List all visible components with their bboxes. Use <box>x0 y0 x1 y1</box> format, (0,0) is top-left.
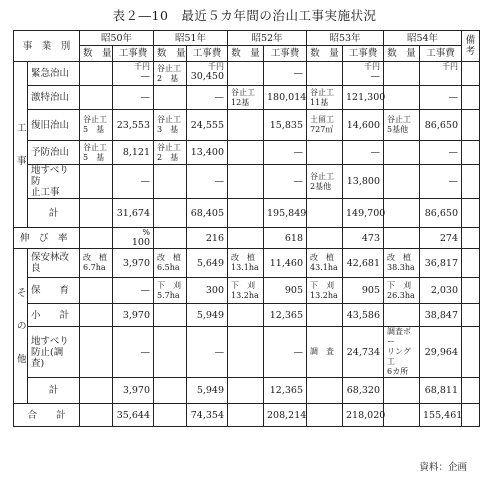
cost-cell <box>420 327 462 378</box>
cost-cell <box>264 249 307 278</box>
quantity-cell <box>228 165 264 199</box>
cost-header: 工事費 <box>113 46 154 62</box>
table-row <box>14 378 480 404</box>
cost-value: 36,817 <box>424 257 459 269</box>
table-row <box>14 278 480 304</box>
quantity-cell: 改 植 6.7ha <box>80 249 113 278</box>
row-label: 小 計 <box>28 304 80 327</box>
quantity-cell <box>307 62 343 86</box>
cost-value: 43,586 <box>346 309 381 321</box>
table-row <box>14 62 480 86</box>
remarks-cell <box>462 86 480 110</box>
row-label: 保 育 <box>28 278 80 304</box>
cost-value: — <box>370 71 381 82</box>
quantity-cell: 谷止工 5基他 <box>384 110 420 141</box>
quantity-cell: 谷止工 11基 <box>307 86 343 110</box>
cost-cell <box>343 228 384 249</box>
quantity-cell <box>384 62 420 86</box>
row-label: 計 <box>28 199 80 228</box>
cost-cell <box>343 86 384 110</box>
row-label: 地すべり 防止(調査) <box>28 327 80 378</box>
quantity-cell: 調査ボー リング工 6カ所 <box>384 327 420 378</box>
table-row <box>14 165 480 199</box>
cost-cell <box>343 278 384 304</box>
cost-cell <box>264 327 307 378</box>
total-value: 35,644 <box>113 404 154 427</box>
cost-value: 12,365 <box>269 309 304 321</box>
table-title: 表２―10 最近５カ年間の治山工事実施状況 <box>112 8 377 23</box>
quantity-cell <box>154 86 187 110</box>
cost-cell <box>187 304 228 327</box>
row-label: 伸 び 率 <box>14 228 80 249</box>
cost-value: 24,734 <box>346 346 381 358</box>
cost-cell <box>187 378 228 404</box>
cost-cell <box>343 62 384 86</box>
remarks-cell <box>462 228 480 249</box>
cost-value: 3,970 <box>122 385 151 396</box>
quantity-cell <box>307 199 343 228</box>
quantity-cell <box>154 165 187 199</box>
row-label: 激特治山 <box>28 86 80 110</box>
quantity-cell: 改 植 6.5ha <box>154 249 187 278</box>
cost-cell <box>420 199 462 228</box>
quantity-cell: 谷止工 3 基 <box>154 110 187 141</box>
quantity-cell: 改 植 38.3ha <box>384 249 420 278</box>
quantity-cell <box>154 199 187 228</box>
header-row-years <box>14 31 480 46</box>
year-header: 昭51年 <box>154 31 228 46</box>
cost-value: 15,835 <box>269 119 304 131</box>
cost-cell <box>113 141 154 165</box>
year-header: 昭54年 <box>384 31 462 46</box>
quantity-cell <box>80 199 113 228</box>
qty-header: 数 量 <box>154 46 187 62</box>
cost-value: 121,300 <box>346 92 386 103</box>
cost-cell <box>343 249 384 278</box>
quantity-cell: 改 植 13.1ha <box>228 249 264 278</box>
unit-label: 千円 <box>364 62 381 71</box>
cost-value: 24,555 <box>190 119 225 131</box>
quantity-cell <box>228 304 264 327</box>
quantity-cell <box>228 62 264 86</box>
remarks-cell <box>462 110 480 141</box>
cost-cell <box>113 378 154 404</box>
cost-value: 274 <box>439 232 459 244</box>
cost-cell <box>113 110 154 141</box>
cost-cell <box>187 278 228 304</box>
table-row <box>14 86 480 110</box>
quantity-cell <box>80 378 113 404</box>
quantity-cell <box>228 199 264 228</box>
total-row <box>14 404 480 427</box>
cost-value: 13,800 <box>346 176 381 187</box>
cost-cell <box>343 199 384 228</box>
cost-header: 工事費 <box>264 46 307 62</box>
year-header: 昭50年 <box>80 31 154 46</box>
cost-value: 14,600 <box>346 119 381 131</box>
cost-value: 29,964 <box>424 346 459 358</box>
total-label: 合 計 <box>14 404 80 427</box>
cost-cell <box>420 165 462 199</box>
cost-value: 473 <box>361 232 381 244</box>
cost-value: 86,650 <box>424 119 459 131</box>
quantity-cell: 谷止工 5 基 <box>80 110 113 141</box>
quantity-cell: 下 刈 5.7ha <box>154 278 187 304</box>
cost-cell <box>264 141 307 165</box>
group-label-other: そ の 他 <box>14 249 28 404</box>
cost-cell <box>187 199 228 228</box>
cost-value: — <box>448 92 459 103</box>
cost-cell <box>264 278 307 304</box>
cost-cell <box>343 304 384 327</box>
cost-value: 68,811 <box>424 385 459 396</box>
cost-cell <box>187 62 228 86</box>
cost-cell <box>187 165 228 199</box>
remarks-cell <box>462 141 480 165</box>
row-label: 予防治山 <box>28 141 80 165</box>
cost-value: 5,949 <box>196 385 225 396</box>
cost-value: 23,553 <box>116 119 151 131</box>
cost-cell <box>264 378 307 404</box>
cost-value: — <box>140 92 151 103</box>
cost-cell <box>420 110 462 141</box>
cost-value: 618 <box>284 232 304 244</box>
cost-value: — <box>214 346 225 358</box>
cost-value: — <box>140 346 151 358</box>
quantity-cell <box>154 327 187 378</box>
cost-cell <box>187 110 228 141</box>
qty-header: 数 量 <box>307 46 343 62</box>
table-row <box>14 327 480 378</box>
quantity-cell <box>384 199 420 228</box>
cost-value: — <box>140 71 151 82</box>
header-row-sub <box>14 46 480 62</box>
cost-cell <box>113 199 154 228</box>
cost-value: 30,450 <box>190 71 225 82</box>
cost-header: 工事費 <box>343 46 384 62</box>
cost-value: 905 <box>284 285 304 296</box>
quantity-cell: 土留工 727㎥ <box>307 110 343 141</box>
source-note: 資料：企画 <box>419 462 467 473</box>
table-row <box>14 141 480 165</box>
cost-cell <box>264 110 307 141</box>
total-value: 208,214 <box>264 404 307 427</box>
percent-unit: % <box>142 228 151 237</box>
cost-value: 68,405 <box>190 207 225 219</box>
unit-label: 千円 <box>208 62 225 71</box>
quantity-cell <box>80 278 113 304</box>
cost-value: 42,681 <box>346 257 381 269</box>
quantity-cell: 下 刈 13.2ha <box>228 278 264 304</box>
cost-value: 8,121 <box>122 147 151 158</box>
cost-value: 3,970 <box>122 257 151 269</box>
total-value: 74,354 <box>187 404 228 427</box>
cost-cell <box>420 249 462 278</box>
quantity-cell <box>228 110 264 141</box>
qty-header: 数 量 <box>384 46 420 62</box>
table-row <box>14 199 480 228</box>
cost-value: — <box>370 147 381 158</box>
quantity-cell <box>80 228 113 249</box>
remarks-cell <box>462 327 480 378</box>
quantity-cell <box>307 228 343 249</box>
cost-cell <box>343 327 384 378</box>
cost-value: 3,970 <box>122 309 151 321</box>
quantity-cell <box>228 141 264 165</box>
cost-value: 12,365 <box>269 385 304 396</box>
cost-cell <box>113 228 154 249</box>
quantity-cell <box>154 304 187 327</box>
cost-cell <box>343 378 384 404</box>
cost-cell <box>187 86 228 110</box>
table-row <box>14 249 480 278</box>
group-label-koji: 工 事 <box>14 62 28 228</box>
cost-cell <box>343 141 384 165</box>
quantity-cell: 谷止工 2基他 <box>307 165 343 199</box>
cost-cell <box>113 304 154 327</box>
unit-label: 千円 <box>134 62 151 71</box>
cost-value: 13,400 <box>190 147 225 158</box>
quantity-cell <box>80 86 113 110</box>
quantity-cell <box>80 304 113 327</box>
cost-cell <box>420 378 462 404</box>
cost-value: 216 <box>205 232 225 244</box>
cost-cell <box>343 110 384 141</box>
cost-value: 300 <box>205 285 225 296</box>
cost-value: — <box>293 68 304 79</box>
year-header: 昭52年 <box>228 31 307 46</box>
category-header: 事 業 別 <box>14 31 80 62</box>
table-row <box>14 228 480 249</box>
total-value: 155,461 <box>420 404 462 427</box>
cost-cell <box>264 304 307 327</box>
quantity-cell: 調 査 <box>307 327 343 378</box>
quantity-cell <box>307 141 343 165</box>
cost-value: 905 <box>361 285 381 296</box>
cost-value: 180,014 <box>267 92 307 103</box>
cost-value: 86,650 <box>424 207 459 219</box>
quantity-cell <box>384 165 420 199</box>
quantity-cell <box>307 304 343 327</box>
cost-value: 2,030 <box>430 285 459 296</box>
cost-cell <box>420 62 462 86</box>
remarks-header: 備 考 <box>462 31 480 62</box>
cost-cell <box>187 249 228 278</box>
quantity-cell <box>154 378 187 404</box>
row-label: 復旧治山 <box>28 110 80 141</box>
cost-cell <box>113 165 154 199</box>
unit-label: 千円 <box>442 62 459 71</box>
remarks-cell <box>462 249 480 278</box>
cost-header: 工事費 <box>420 46 462 62</box>
cost-value: — <box>448 147 459 158</box>
cost-cell <box>113 86 154 110</box>
cost-cell <box>187 141 228 165</box>
cost-header: 工事費 <box>187 46 228 62</box>
cost-value: 5,649 <box>196 257 225 269</box>
cost-cell <box>113 327 154 378</box>
cost-value: — <box>214 176 225 187</box>
remarks-cell <box>462 165 480 199</box>
cost-cell <box>264 165 307 199</box>
remarks-cell <box>462 62 480 86</box>
table-row <box>14 304 480 327</box>
cost-value: 100 <box>131 237 151 248</box>
cost-cell <box>264 86 307 110</box>
remarks-cell <box>462 378 480 404</box>
quantity-cell: 谷止工 5 基 <box>80 141 113 165</box>
quantity-cell <box>228 228 264 249</box>
cost-cell <box>343 165 384 199</box>
row-label: 地すべり防 止工事 <box>28 165 80 199</box>
year-header: 昭53年 <box>307 31 384 46</box>
cost-value: 149,700 <box>346 207 386 219</box>
cost-cell <box>113 62 154 86</box>
cost-value: 68,320 <box>346 385 381 396</box>
quantity-cell <box>80 165 113 199</box>
cost-value: 31,674 <box>116 207 151 219</box>
construction-table <box>13 30 485 427</box>
quantity-cell: 谷止工 2 基 <box>154 141 187 165</box>
cost-cell <box>264 62 307 86</box>
cost-cell <box>420 228 462 249</box>
table-row <box>14 110 480 141</box>
quantity-cell <box>384 228 420 249</box>
quantity-cell: 谷止工 12基 <box>228 86 264 110</box>
cost-value: 38,847 <box>424 309 459 321</box>
total-value: 218,020 <box>343 404 384 427</box>
remarks-cell <box>462 304 480 327</box>
cost-value: — <box>140 176 151 187</box>
cost-value: — <box>214 92 225 103</box>
quantity-cell <box>307 378 343 404</box>
cost-cell <box>187 228 228 249</box>
cost-cell <box>187 327 228 378</box>
remarks-cell <box>462 278 480 304</box>
quantity-cell: 下 刈 13.2ha <box>307 278 343 304</box>
cost-cell <box>113 278 154 304</box>
table-body <box>14 62 480 404</box>
cost-value: — <box>293 176 304 187</box>
cost-cell <box>113 249 154 278</box>
cost-value: 195,849 <box>267 207 307 219</box>
quantity-cell <box>228 327 264 378</box>
cost-value: 11,460 <box>269 257 304 269</box>
cost-cell <box>420 278 462 304</box>
cost-cell <box>420 86 462 110</box>
cost-value: — <box>448 176 459 187</box>
quantity-cell <box>384 141 420 165</box>
cost-value: 5,949 <box>196 309 225 321</box>
cost-value: — <box>140 285 151 296</box>
quantity-cell <box>80 327 113 378</box>
quantity-cell <box>384 304 420 327</box>
quantity-cell: 改 植 43.1ha <box>307 249 343 278</box>
qty-header: 数 量 <box>228 46 264 62</box>
qty-header: 数 量 <box>80 46 113 62</box>
row-label: 緊急治山 <box>28 62 80 86</box>
cost-value: — <box>293 147 304 158</box>
cost-cell <box>420 141 462 165</box>
remarks-cell <box>462 199 480 228</box>
cost-value: — <box>293 346 304 358</box>
quantity-cell <box>80 62 113 86</box>
quantity-cell <box>228 378 264 404</box>
row-label: 保安林改良 <box>28 249 80 278</box>
row-label: 計 <box>28 378 80 404</box>
cost-cell <box>264 228 307 249</box>
quantity-cell <box>384 86 420 110</box>
quantity-cell <box>154 228 187 249</box>
quantity-cell: 谷止工 2 基 <box>154 62 187 86</box>
quantity-cell: 下 刈 26.3ha <box>384 278 420 304</box>
cost-cell <box>420 304 462 327</box>
quantity-cell <box>384 378 420 404</box>
cost-cell <box>264 199 307 228</box>
